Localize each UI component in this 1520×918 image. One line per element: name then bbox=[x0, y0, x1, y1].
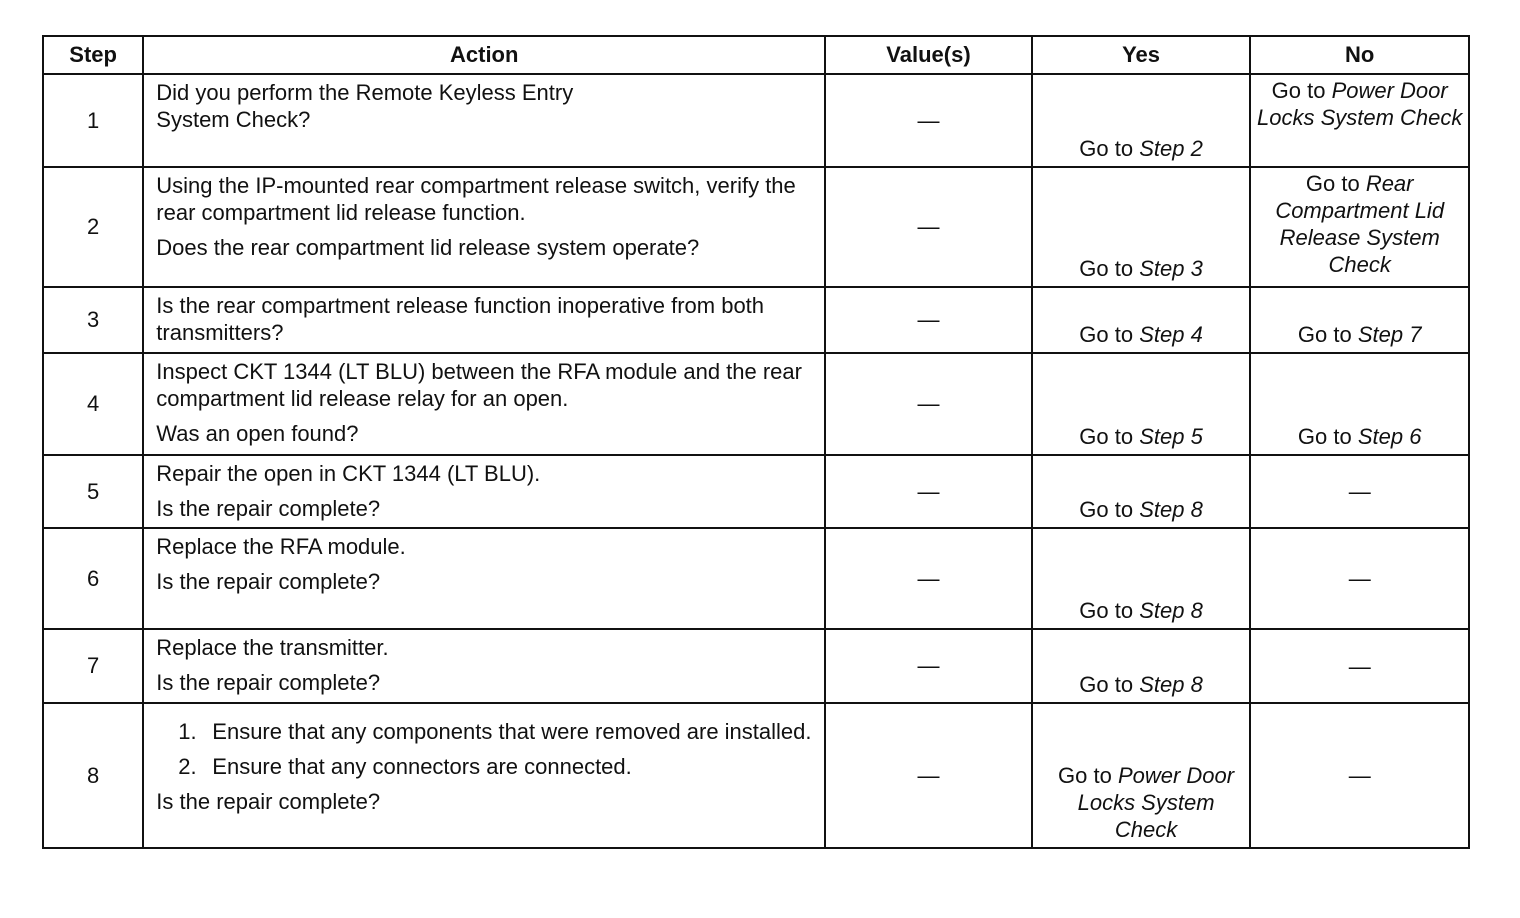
list-item bbox=[156, 718, 816, 745]
header-values: Value(s) bbox=[825, 36, 1032, 74]
action-question: Is the repair complete? bbox=[156, 670, 381, 695]
list-item bbox=[156, 753, 816, 780]
action-question: Is the repair complete? bbox=[156, 569, 381, 594]
action-cell bbox=[143, 528, 825, 629]
yes-cell bbox=[1032, 353, 1251, 455]
list-number: 2. bbox=[178, 754, 197, 779]
list-number: 1. bbox=[178, 719, 197, 744]
no-target: Rear Compartment Lid Release System Check bbox=[1275, 171, 1445, 277]
header-yes: Yes bbox=[1032, 36, 1251, 74]
table-row bbox=[43, 287, 1469, 353]
step-number: 1 bbox=[43, 74, 143, 167]
header-action: Action bbox=[143, 36, 825, 74]
action-text: Using the IP-mounted rear compartment release switch, verify the rear compartment lid release function. bbox=[156, 173, 796, 225]
value-cell: — bbox=[825, 167, 1032, 287]
action-cell bbox=[143, 353, 825, 455]
action-list bbox=[156, 718, 816, 780]
yes-cell bbox=[1032, 703, 1251, 848]
yes-target: Step 8 bbox=[1139, 672, 1203, 697]
no-prefix: Go to bbox=[1297, 322, 1352, 347]
yes-cell bbox=[1032, 455, 1251, 528]
no-target: Step 6 bbox=[1357, 424, 1422, 449]
header-step: Step bbox=[43, 36, 143, 74]
table-row bbox=[43, 167, 1469, 287]
no-cell: — bbox=[1250, 455, 1469, 528]
diagnostic-table bbox=[42, 35, 1470, 849]
yes-prefix: Go to bbox=[1058, 763, 1112, 788]
no-target: Step 7 bbox=[1357, 322, 1422, 347]
yes-cell bbox=[1032, 287, 1251, 353]
no-cell: — bbox=[1250, 528, 1469, 629]
action-cell bbox=[143, 167, 825, 287]
step-number: 3 bbox=[43, 287, 143, 353]
value-cell: — bbox=[825, 353, 1032, 455]
action-question: Does the rear compartment lid release system operate? bbox=[156, 235, 700, 260]
yes-target: Step 3 bbox=[1139, 256, 1203, 281]
header-no: No bbox=[1250, 36, 1469, 74]
action-question: Was an open found? bbox=[156, 421, 359, 446]
yes-prefix: Go to bbox=[1079, 424, 1134, 449]
yes-cell bbox=[1032, 74, 1251, 167]
yes-target: Step 8 bbox=[1139, 598, 1203, 623]
yes-target: Step 4 bbox=[1139, 322, 1203, 347]
yes-prefix: Go to bbox=[1079, 598, 1134, 623]
step-number: 6 bbox=[43, 528, 143, 629]
table-row bbox=[43, 74, 1469, 167]
yes-prefix: Go to bbox=[1079, 136, 1134, 161]
yes-cell bbox=[1032, 528, 1251, 629]
no-cell: — bbox=[1250, 629, 1469, 703]
action-text: Inspect CKT 1344 (LT BLU) between the RFA module and the rear compartment lid release relay for an open. bbox=[156, 359, 802, 411]
step-number: 5 bbox=[43, 455, 143, 528]
action-cell bbox=[143, 287, 825, 353]
yes-cell bbox=[1032, 167, 1251, 287]
action-cell bbox=[143, 455, 825, 528]
action-cell bbox=[143, 629, 825, 703]
list-text: Ensure that any connectors are connected. bbox=[212, 754, 632, 779]
action-text: Replace the RFA module. bbox=[156, 534, 406, 559]
action-text: Did you perform the Remote Keyless Entry System Check? bbox=[156, 80, 574, 132]
value-cell: — bbox=[825, 629, 1032, 703]
yes-prefix: Go to bbox=[1079, 256, 1134, 281]
no-prefix: Go to bbox=[1271, 78, 1326, 103]
yes-prefix: Go to bbox=[1079, 322, 1134, 347]
no-prefix: Go to bbox=[1305, 171, 1360, 196]
value-cell: — bbox=[825, 455, 1032, 528]
yes-prefix: Go to bbox=[1079, 497, 1134, 522]
value-cell: — bbox=[825, 703, 1032, 848]
yes-target: Step 5 bbox=[1139, 424, 1203, 449]
step-number: 7 bbox=[43, 629, 143, 703]
action-question: Is the repair complete? bbox=[156, 789, 381, 814]
yes-cell bbox=[1032, 629, 1251, 703]
value-cell: — bbox=[825, 528, 1032, 629]
step-number: 4 bbox=[43, 353, 143, 455]
value-cell: — bbox=[825, 74, 1032, 167]
list-text: Ensure that any components that were removed are installed. bbox=[212, 719, 812, 744]
step-number: 2 bbox=[43, 167, 143, 287]
no-cell: — bbox=[1250, 703, 1469, 848]
no-cell bbox=[1250, 167, 1469, 287]
no-cell bbox=[1250, 74, 1469, 167]
step-number: 8 bbox=[43, 703, 143, 848]
header-row bbox=[43, 36, 1469, 74]
table-row bbox=[43, 629, 1469, 703]
value-cell: — bbox=[825, 287, 1032, 353]
no-target: Power Door Locks System Check bbox=[1256, 78, 1463, 130]
no-cell bbox=[1250, 353, 1469, 455]
action-text: Replace the transmitter. bbox=[156, 635, 389, 660]
yes-prefix: Go to bbox=[1079, 672, 1134, 697]
table-row bbox=[43, 703, 1469, 848]
yes-target: Step 8 bbox=[1139, 497, 1203, 522]
no-cell bbox=[1250, 287, 1469, 353]
action-cell bbox=[143, 74, 825, 167]
action-cell bbox=[143, 703, 825, 848]
table-row bbox=[43, 353, 1469, 455]
action-text: Repair the open in CKT 1344 (LT BLU). bbox=[156, 461, 541, 486]
yes-target: Power Door Locks System Check bbox=[1077, 763, 1235, 842]
action-question: Is the repair complete? bbox=[156, 496, 381, 521]
table-row bbox=[43, 455, 1469, 528]
no-prefix: Go to bbox=[1297, 424, 1352, 449]
action-text: Is the rear compartment release function inoperative from both transmitters? bbox=[156, 293, 765, 345]
yes-target: Step 2 bbox=[1139, 136, 1203, 161]
table-row bbox=[43, 528, 1469, 629]
